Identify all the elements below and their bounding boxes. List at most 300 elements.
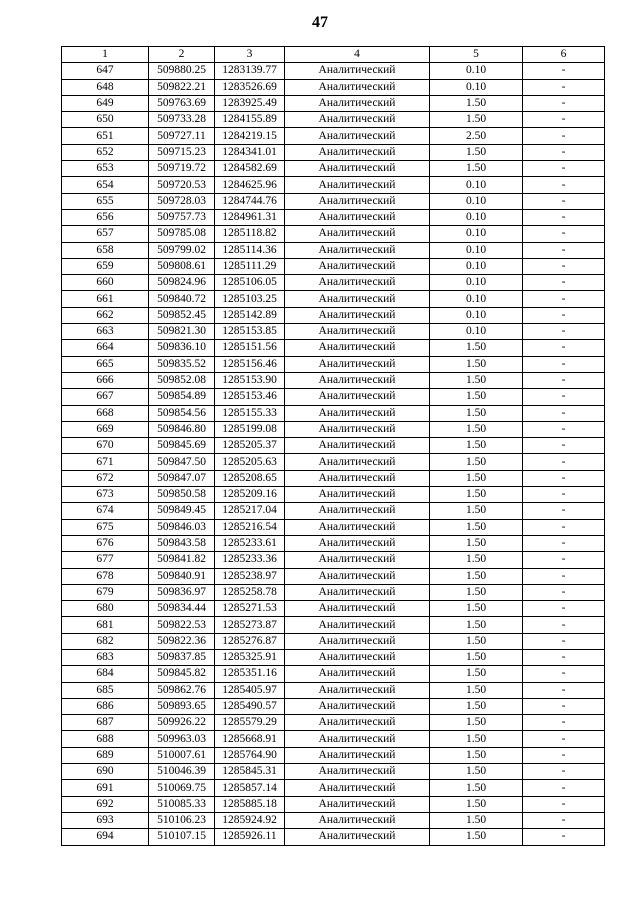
table-row xyxy=(62,128,605,144)
method-cell: Аналитический xyxy=(285,209,430,225)
point-number-cell: 654 xyxy=(62,177,149,193)
x-coordinate-cell: 509824.96 xyxy=(149,275,215,291)
table-row xyxy=(62,340,605,356)
note-cell: - xyxy=(523,405,605,421)
note-cell: - xyxy=(523,715,605,731)
point-number-cell: 673 xyxy=(62,487,149,503)
accuracy-cell: 0.10 xyxy=(430,177,523,193)
y-coordinate-cell: 1284155.89 xyxy=(215,112,285,128)
y-coordinate-cell: 1285845.31 xyxy=(215,764,285,780)
x-coordinate-cell: 509840.72 xyxy=(149,291,215,307)
method-cell: Аналитический xyxy=(285,177,430,193)
table-body xyxy=(62,63,605,845)
y-coordinate-cell: 1285208.65 xyxy=(215,470,285,486)
note-cell: - xyxy=(523,307,605,323)
point-number-cell: 675 xyxy=(62,519,149,535)
y-coordinate-cell: 1285579.29 xyxy=(215,715,285,731)
note-cell: - xyxy=(523,601,605,617)
accuracy-cell: 1.50 xyxy=(430,503,523,519)
note-cell: - xyxy=(523,112,605,128)
accuracy-cell: 1.50 xyxy=(430,535,523,551)
x-coordinate-cell: 509835.52 xyxy=(149,356,215,372)
accuracy-cell: 1.50 xyxy=(430,715,523,731)
y-coordinate-cell: 1283139.77 xyxy=(215,63,285,79)
y-coordinate-cell: 1285857.14 xyxy=(215,780,285,796)
table-row xyxy=(62,731,605,747)
header-cell: 1 xyxy=(62,47,149,63)
method-cell: Аналитический xyxy=(285,682,430,698)
method-cell: Аналитический xyxy=(285,601,430,617)
y-coordinate-cell: 1285238.97 xyxy=(215,568,285,584)
table-row xyxy=(62,715,605,731)
point-number-cell: 674 xyxy=(62,503,149,519)
accuracy-cell: 1.50 xyxy=(430,95,523,111)
point-number-cell: 667 xyxy=(62,389,149,405)
table-row xyxy=(62,275,605,291)
point-number-cell: 659 xyxy=(62,258,149,274)
note-cell: - xyxy=(523,829,605,845)
accuracy-cell: 1.50 xyxy=(430,389,523,405)
point-number-cell: 687 xyxy=(62,715,149,731)
point-number-cell: 647 xyxy=(62,63,149,79)
point-number-cell: 683 xyxy=(62,649,149,665)
point-number-cell: 650 xyxy=(62,112,149,128)
method-cell: Аналитический xyxy=(285,535,430,551)
y-coordinate-cell: 1285106.05 xyxy=(215,275,285,291)
point-number-cell: 689 xyxy=(62,747,149,763)
x-coordinate-cell: 509880.25 xyxy=(149,63,215,79)
table-row xyxy=(62,258,605,274)
y-coordinate-cell: 1285271.53 xyxy=(215,601,285,617)
method-cell: Аналитический xyxy=(285,356,430,372)
point-number-cell: 677 xyxy=(62,552,149,568)
x-coordinate-cell: 509963.03 xyxy=(149,731,215,747)
x-coordinate-cell: 509836.10 xyxy=(149,340,215,356)
table-row xyxy=(62,161,605,177)
x-coordinate-cell: 509836.97 xyxy=(149,584,215,600)
table-row xyxy=(62,747,605,763)
y-coordinate-cell: 1285209.16 xyxy=(215,487,285,503)
note-cell: - xyxy=(523,63,605,79)
note-cell: - xyxy=(523,470,605,486)
y-coordinate-cell: 1284961.31 xyxy=(215,209,285,225)
x-coordinate-cell: 509715.23 xyxy=(149,144,215,160)
header-cell: 5 xyxy=(430,47,523,63)
method-cell: Аналитический xyxy=(285,829,430,845)
y-coordinate-cell: 1285325.91 xyxy=(215,649,285,665)
method-cell: Аналитический xyxy=(285,438,430,454)
point-number-cell: 693 xyxy=(62,812,149,828)
point-number-cell: 653 xyxy=(62,161,149,177)
x-coordinate-cell: 509847.50 xyxy=(149,454,215,470)
table-row xyxy=(62,796,605,812)
x-coordinate-cell: 510046.39 xyxy=(149,764,215,780)
header-cell: 4 xyxy=(285,47,430,63)
point-number-cell: 649 xyxy=(62,95,149,111)
method-cell: Аналитический xyxy=(285,112,430,128)
note-cell: - xyxy=(523,258,605,274)
method-cell: Аналитический xyxy=(285,193,430,209)
y-coordinate-cell: 1285276.87 xyxy=(215,633,285,649)
accuracy-cell: 1.50 xyxy=(430,552,523,568)
point-number-cell: 676 xyxy=(62,535,149,551)
table-row xyxy=(62,552,605,568)
y-coordinate-cell: 1283526.69 xyxy=(215,79,285,95)
method-cell: Аналитический xyxy=(285,226,430,242)
x-coordinate-cell: 509834.44 xyxy=(149,601,215,617)
y-coordinate-cell: 1284341.01 xyxy=(215,144,285,160)
point-number-cell: 662 xyxy=(62,307,149,323)
x-coordinate-cell: 509893.65 xyxy=(149,698,215,714)
y-coordinate-cell: 1285216.54 xyxy=(215,519,285,535)
x-coordinate-cell: 509843.58 xyxy=(149,535,215,551)
accuracy-cell: 1.50 xyxy=(430,764,523,780)
x-coordinate-cell: 509822.53 xyxy=(149,617,215,633)
accuracy-cell: 1.50 xyxy=(430,666,523,682)
method-cell: Аналитический xyxy=(285,666,430,682)
x-coordinate-cell: 509840.91 xyxy=(149,568,215,584)
x-coordinate-cell: 509799.02 xyxy=(149,242,215,258)
coordinates-table xyxy=(61,46,605,846)
y-coordinate-cell: 1285205.63 xyxy=(215,454,285,470)
point-number-cell: 678 xyxy=(62,568,149,584)
method-cell: Аналитический xyxy=(285,731,430,747)
method-cell: Аналитический xyxy=(285,519,430,535)
table-row xyxy=(62,63,605,79)
method-cell: Аналитический xyxy=(285,405,430,421)
accuracy-cell: 1.50 xyxy=(430,161,523,177)
y-coordinate-cell: 1285111.29 xyxy=(215,258,285,274)
x-coordinate-cell: 509757.73 xyxy=(149,209,215,225)
method-cell: Аналитический xyxy=(285,698,430,714)
note-cell: - xyxy=(523,389,605,405)
point-number-cell: 688 xyxy=(62,731,149,747)
accuracy-cell: 1.50 xyxy=(430,405,523,421)
accuracy-cell: 0.10 xyxy=(430,258,523,274)
x-coordinate-cell: 509837.85 xyxy=(149,649,215,665)
note-cell: - xyxy=(523,454,605,470)
note-cell: - xyxy=(523,649,605,665)
y-coordinate-cell: 1285205.37 xyxy=(215,438,285,454)
table-row xyxy=(62,812,605,828)
table-row xyxy=(62,226,605,242)
y-coordinate-cell: 1285405.97 xyxy=(215,682,285,698)
point-number-cell: 648 xyxy=(62,79,149,95)
point-number-cell: 658 xyxy=(62,242,149,258)
accuracy-cell: 1.50 xyxy=(430,144,523,160)
point-number-cell: 655 xyxy=(62,193,149,209)
accuracy-cell: 0.10 xyxy=(430,193,523,209)
x-coordinate-cell: 509852.08 xyxy=(149,372,215,388)
y-coordinate-cell: 1285258.78 xyxy=(215,584,285,600)
y-coordinate-cell: 1285153.46 xyxy=(215,389,285,405)
accuracy-cell: 1.50 xyxy=(430,649,523,665)
point-number-cell: 685 xyxy=(62,682,149,698)
method-cell: Аналитический xyxy=(285,487,430,503)
accuracy-cell: 1.50 xyxy=(430,601,523,617)
accuracy-cell: 1.50 xyxy=(430,796,523,812)
table-row xyxy=(62,666,605,682)
note-cell: - xyxy=(523,617,605,633)
table-row xyxy=(62,519,605,535)
point-number-cell: 686 xyxy=(62,698,149,714)
x-coordinate-cell: 509821.30 xyxy=(149,324,215,340)
y-coordinate-cell: 1285351.16 xyxy=(215,666,285,682)
method-cell: Аналитический xyxy=(285,764,430,780)
method-cell: Аналитический xyxy=(285,812,430,828)
method-cell: Аналитический xyxy=(285,307,430,323)
table-row xyxy=(62,193,605,209)
table-row xyxy=(62,438,605,454)
x-coordinate-cell: 509862.76 xyxy=(149,682,215,698)
note-cell: - xyxy=(523,633,605,649)
note-cell: - xyxy=(523,764,605,780)
note-cell: - xyxy=(523,584,605,600)
x-coordinate-cell: 509728.03 xyxy=(149,193,215,209)
accuracy-cell: 2.50 xyxy=(430,128,523,144)
point-number-cell: 656 xyxy=(62,209,149,225)
accuracy-cell: 1.50 xyxy=(430,617,523,633)
note-cell: - xyxy=(523,128,605,144)
method-cell: Аналитический xyxy=(285,340,430,356)
x-coordinate-cell: 509854.56 xyxy=(149,405,215,421)
point-number-cell: 691 xyxy=(62,780,149,796)
accuracy-cell: 1.50 xyxy=(430,470,523,486)
y-coordinate-cell: 1284744.76 xyxy=(215,193,285,209)
note-cell: - xyxy=(523,747,605,763)
method-cell: Аналитический xyxy=(285,79,430,95)
table-row xyxy=(62,177,605,193)
note-cell: - xyxy=(523,796,605,812)
y-coordinate-cell: 1285668.91 xyxy=(215,731,285,747)
y-coordinate-cell: 1285217.04 xyxy=(215,503,285,519)
accuracy-cell: 1.50 xyxy=(430,487,523,503)
y-coordinate-cell: 1285114.36 xyxy=(215,242,285,258)
note-cell: - xyxy=(523,372,605,388)
accuracy-cell: 1.50 xyxy=(430,633,523,649)
table-row xyxy=(62,324,605,340)
x-coordinate-cell: 509854.89 xyxy=(149,389,215,405)
table-row xyxy=(62,617,605,633)
y-coordinate-cell: 1284582.69 xyxy=(215,161,285,177)
note-cell: - xyxy=(523,519,605,535)
y-coordinate-cell: 1285118.82 xyxy=(215,226,285,242)
method-cell: Аналитический xyxy=(285,633,430,649)
accuracy-cell: 1.50 xyxy=(430,438,523,454)
point-number-cell: 679 xyxy=(62,584,149,600)
note-cell: - xyxy=(523,780,605,796)
table-row xyxy=(62,503,605,519)
point-number-cell: 652 xyxy=(62,144,149,160)
point-number-cell: 663 xyxy=(62,324,149,340)
table-row xyxy=(62,405,605,421)
table-row xyxy=(62,372,605,388)
method-cell: Аналитический xyxy=(285,144,430,160)
table-row xyxy=(62,780,605,796)
y-coordinate-cell: 1285885.18 xyxy=(215,796,285,812)
x-coordinate-cell: 509841.82 xyxy=(149,552,215,568)
point-number-cell: 664 xyxy=(62,340,149,356)
y-coordinate-cell: 1285142.89 xyxy=(215,307,285,323)
y-coordinate-cell: 1285233.36 xyxy=(215,552,285,568)
table-row xyxy=(62,95,605,111)
table-row xyxy=(62,389,605,405)
x-coordinate-cell: 509847.07 xyxy=(149,470,215,486)
note-cell: - xyxy=(523,568,605,584)
accuracy-cell: 1.50 xyxy=(430,731,523,747)
accuracy-cell: 1.50 xyxy=(430,372,523,388)
point-number-cell: 681 xyxy=(62,617,149,633)
table-row xyxy=(62,356,605,372)
x-coordinate-cell: 509733.28 xyxy=(149,112,215,128)
table-row xyxy=(62,535,605,551)
x-coordinate-cell: 509845.82 xyxy=(149,666,215,682)
y-coordinate-cell: 1285103.25 xyxy=(215,291,285,307)
point-number-cell: 682 xyxy=(62,633,149,649)
x-coordinate-cell: 509785.08 xyxy=(149,226,215,242)
y-coordinate-cell: 1285156.46 xyxy=(215,356,285,372)
method-cell: Аналитический xyxy=(285,747,430,763)
accuracy-cell: 1.50 xyxy=(430,698,523,714)
accuracy-cell: 0.10 xyxy=(430,291,523,307)
note-cell: - xyxy=(523,209,605,225)
note-cell: - xyxy=(523,682,605,698)
accuracy-cell: 0.10 xyxy=(430,209,523,225)
table-row xyxy=(62,698,605,714)
x-coordinate-cell: 510007.61 xyxy=(149,747,215,763)
table-row xyxy=(62,649,605,665)
accuracy-cell: 1.50 xyxy=(430,812,523,828)
y-coordinate-cell: 1284625.96 xyxy=(215,177,285,193)
method-cell: Аналитический xyxy=(285,617,430,633)
method-cell: Аналитический xyxy=(285,503,430,519)
method-cell: Аналитический xyxy=(285,796,430,812)
y-coordinate-cell: 1283925.49 xyxy=(215,95,285,111)
point-number-cell: 651 xyxy=(62,128,149,144)
accuracy-cell: 0.10 xyxy=(430,226,523,242)
table-row xyxy=(62,307,605,323)
y-coordinate-cell: 1285924.92 xyxy=(215,812,285,828)
accuracy-cell: 1.50 xyxy=(430,780,523,796)
accuracy-cell: 0.10 xyxy=(430,63,523,79)
note-cell: - xyxy=(523,275,605,291)
method-cell: Аналитический xyxy=(285,568,430,584)
point-number-cell: 670 xyxy=(62,438,149,454)
accuracy-cell: 0.10 xyxy=(430,242,523,258)
note-cell: - xyxy=(523,698,605,714)
x-coordinate-cell: 509763.69 xyxy=(149,95,215,111)
note-cell: - xyxy=(523,226,605,242)
y-coordinate-cell: 1285151.56 xyxy=(215,340,285,356)
note-cell: - xyxy=(523,161,605,177)
y-coordinate-cell: 1284219.15 xyxy=(215,128,285,144)
accuracy-cell: 0.10 xyxy=(430,307,523,323)
accuracy-cell: 1.50 xyxy=(430,454,523,470)
method-cell: Аналитический xyxy=(285,161,430,177)
method-cell: Аналитический xyxy=(285,715,430,731)
note-cell: - xyxy=(523,177,605,193)
method-cell: Аналитический xyxy=(285,372,430,388)
method-cell: Аналитический xyxy=(285,649,430,665)
y-coordinate-cell: 1285153.90 xyxy=(215,372,285,388)
point-number-cell: 665 xyxy=(62,356,149,372)
method-cell: Аналитический xyxy=(285,780,430,796)
x-coordinate-cell: 509852.45 xyxy=(149,307,215,323)
note-cell: - xyxy=(523,340,605,356)
accuracy-cell: 0.10 xyxy=(430,79,523,95)
x-coordinate-cell: 509822.21 xyxy=(149,79,215,95)
point-number-cell: 668 xyxy=(62,405,149,421)
x-coordinate-cell: 509822.36 xyxy=(149,633,215,649)
note-cell: - xyxy=(523,356,605,372)
note-cell: - xyxy=(523,731,605,747)
note-cell: - xyxy=(523,535,605,551)
point-number-cell: 684 xyxy=(62,666,149,682)
method-cell: Аналитический xyxy=(285,128,430,144)
y-coordinate-cell: 1285926.11 xyxy=(215,829,285,845)
header-row xyxy=(62,47,605,63)
x-coordinate-cell: 510085.33 xyxy=(149,796,215,812)
note-cell: - xyxy=(523,193,605,209)
point-number-cell: 661 xyxy=(62,291,149,307)
header-cell: 6 xyxy=(523,47,605,63)
note-cell: - xyxy=(523,79,605,95)
point-number-cell: 660 xyxy=(62,275,149,291)
table-row xyxy=(62,487,605,503)
note-cell: - xyxy=(523,487,605,503)
method-cell: Аналитический xyxy=(285,275,430,291)
note-cell: - xyxy=(523,552,605,568)
table-row xyxy=(62,144,605,160)
accuracy-cell: 1.50 xyxy=(430,421,523,437)
accuracy-cell: 1.50 xyxy=(430,568,523,584)
y-coordinate-cell: 1285199.08 xyxy=(215,421,285,437)
table-row xyxy=(62,242,605,258)
x-coordinate-cell: 510107.15 xyxy=(149,829,215,845)
y-coordinate-cell: 1285153.85 xyxy=(215,324,285,340)
table-row xyxy=(62,682,605,698)
point-number-cell: 657 xyxy=(62,226,149,242)
point-number-cell: 690 xyxy=(62,764,149,780)
method-cell: Аналитический xyxy=(285,552,430,568)
method-cell: Аналитический xyxy=(285,421,430,437)
point-number-cell: 672 xyxy=(62,470,149,486)
x-coordinate-cell: 509727.11 xyxy=(149,128,215,144)
x-coordinate-cell: 509808.61 xyxy=(149,258,215,274)
accuracy-cell: 1.50 xyxy=(430,340,523,356)
table-row xyxy=(62,470,605,486)
accuracy-cell: 1.50 xyxy=(430,829,523,845)
x-coordinate-cell: 510106.23 xyxy=(149,812,215,828)
method-cell: Аналитический xyxy=(285,258,430,274)
accuracy-cell: 1.50 xyxy=(430,519,523,535)
table-row xyxy=(62,764,605,780)
method-cell: Аналитический xyxy=(285,242,430,258)
x-coordinate-cell: 509926.22 xyxy=(149,715,215,731)
note-cell: - xyxy=(523,503,605,519)
note-cell: - xyxy=(523,438,605,454)
table-row xyxy=(62,454,605,470)
x-coordinate-cell: 509846.80 xyxy=(149,421,215,437)
x-coordinate-cell: 509849.45 xyxy=(149,503,215,519)
table-row xyxy=(62,601,605,617)
header-cell: 3 xyxy=(215,47,285,63)
table-row xyxy=(62,633,605,649)
y-coordinate-cell: 1285233.61 xyxy=(215,535,285,551)
x-coordinate-cell: 509845.69 xyxy=(149,438,215,454)
point-number-cell: 669 xyxy=(62,421,149,437)
method-cell: Аналитический xyxy=(285,95,430,111)
